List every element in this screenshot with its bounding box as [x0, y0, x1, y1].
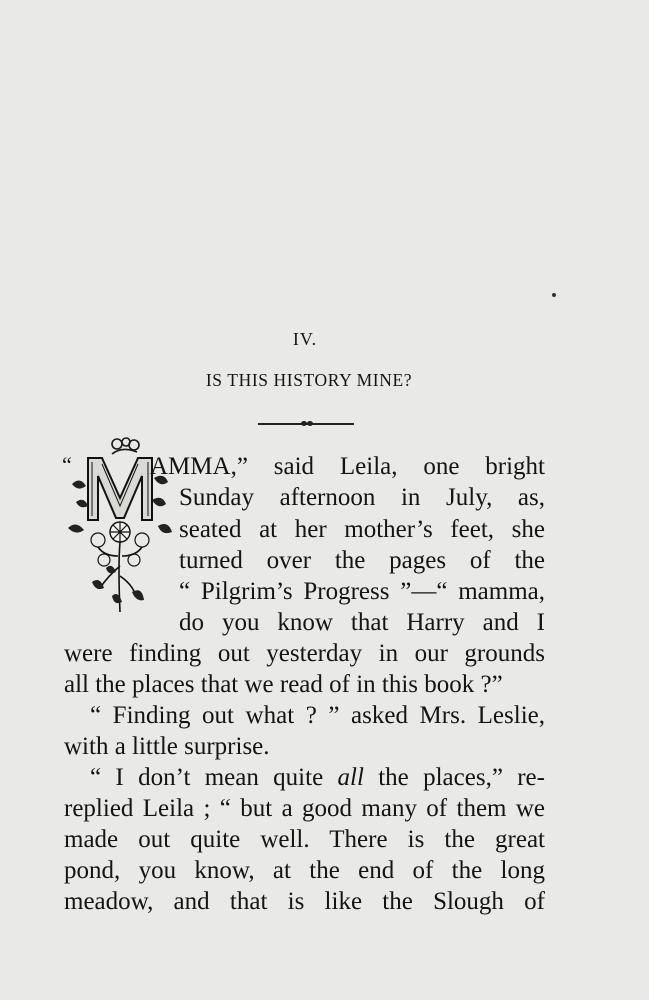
text-line: with a little surprise. — [64, 733, 270, 760]
text-line: replied Leila ; “ but a good many of them we — [64, 795, 545, 822]
divider-ornament — [307, 421, 313, 426]
text-fragment: “ I don’t mean quite — [90, 764, 338, 791]
text-line: were finding out yesterday in our grounds — [64, 640, 545, 667]
emphasized-word: all — [337, 764, 364, 791]
text-line: “ Finding out what ? ” asked Mrs. Leslie, — [90, 702, 545, 729]
opening-quote: “ — [62, 452, 72, 477]
chapter-number: IV. — [292, 329, 318, 349]
text-line: all the places that we read of in this book ?” — [64, 671, 503, 698]
text-line: Sunday afternoon in July, as, — [179, 484, 545, 511]
text-line-with-emphasis — [90, 763, 545, 793]
text-line: seated at her mother’s feet, she — [179, 516, 545, 543]
text-fragment: the places,” re- — [363, 764, 545, 791]
text-line: “ Pilgrim’s Progress ”—“ mamma, — [179, 578, 545, 605]
chapter-title: IS THIS HISTORY MINE? — [205, 370, 413, 390]
text-line: turned over the pages of the — [179, 547, 545, 574]
text-line: made out quite well. There is the great — [64, 826, 545, 853]
text-line: meadow, and that is like the Slough of — [64, 888, 545, 915]
text-line: AMMA,” said Leila, one bright — [150, 453, 545, 480]
ink-speck — [552, 293, 556, 297]
text-line: pond, you know, at the end of the long — [64, 857, 545, 884]
text-line: do you know that Harry and I — [179, 609, 545, 636]
